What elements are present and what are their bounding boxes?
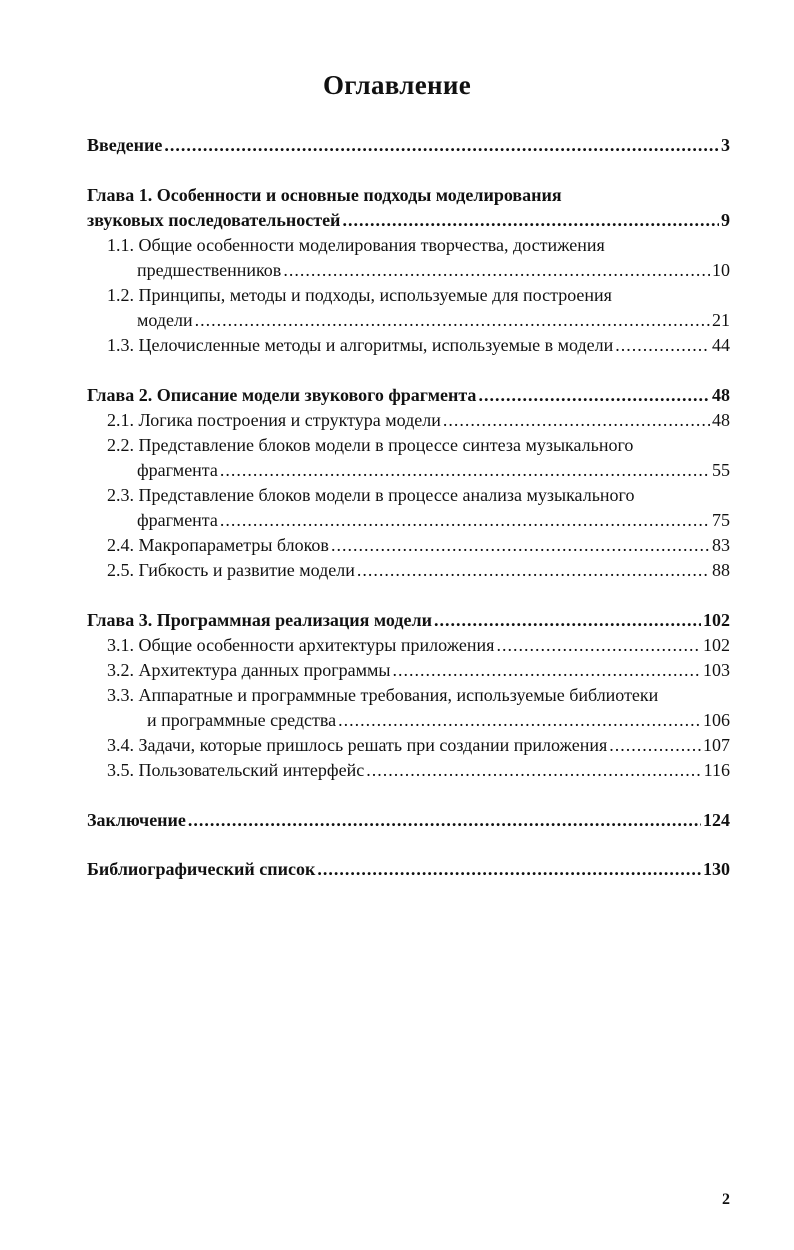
toc-entry-text: Глава 2. Описание модели звукового фрагмента <box>87 385 477 405</box>
toc-page-number: 10 <box>712 260 730 280</box>
toc-page-number: 130 <box>703 859 730 879</box>
toc-section-3-1 <box>107 633 730 658</box>
toc-page-number: 102 <box>703 635 730 655</box>
toc-entry-text: Глава 1. Особенности и основные подходы моделирования <box>87 185 562 205</box>
toc-entry-text: 2.5. Гибкость и развитие модели <box>107 560 355 580</box>
toc-entry-text: 2.4. Макропараметры блоков <box>107 535 329 555</box>
toc-entry-text: звуковых последовательностей <box>87 210 341 230</box>
page-number: 2 <box>722 1191 730 1208</box>
toc-page-number: 44 <box>712 335 730 355</box>
toc-section-2-1 <box>107 408 730 433</box>
toc-section-2-4 <box>107 533 730 558</box>
toc-page-number: 75 <box>712 510 730 530</box>
toc-section-3-5 <box>107 758 730 783</box>
toc-entry-text: предшественников <box>137 260 282 280</box>
toc-entry-text: фрагмента <box>137 460 218 480</box>
toc-entry-text: фрагмента <box>137 510 218 530</box>
toc-page-number: 102 <box>703 610 730 630</box>
toc-entry-bibliography <box>87 857 730 882</box>
toc-entry-text: Глава 3. Программная реализация модели <box>87 610 432 630</box>
toc-page-number: 48 <box>712 410 730 430</box>
toc-entry-text: 3.5. Пользовательский интерфейс <box>107 760 365 780</box>
toc-chapter-3 <box>87 608 730 633</box>
toc-section-2-3 <box>107 483 730 533</box>
toc-section-3-2 <box>107 658 730 683</box>
toc-section-1-1 <box>107 233 730 283</box>
toc-page-number: 88 <box>712 560 730 580</box>
toc-page-number: 106 <box>703 710 730 730</box>
toc-page-number: 55 <box>712 460 730 480</box>
toc-section-1-3 <box>107 333 730 358</box>
toc-entry-conclusion <box>87 808 730 833</box>
toc-page-number: 103 <box>703 660 730 680</box>
toc-entry-text: Библиографический список <box>87 859 316 879</box>
toc-page-number: 3 <box>721 135 730 155</box>
toc-section-3-4 <box>107 733 730 758</box>
toc-page-number: 107 <box>703 735 730 755</box>
toc-section-2-2 <box>107 433 730 483</box>
toc-entry-text: 1.3. Целочисленные методы и алгоритмы, используемые в модели <box>107 335 614 355</box>
toc-entry-text: 3.4. Задачи, которые пришлось решать при создании приложения <box>107 735 608 755</box>
toc-entry-text: 2.3. Представление блоков модели в процессе анализа музыкального <box>107 485 635 505</box>
toc-entry-text: Заключение <box>87 810 186 830</box>
toc-entry-text: 1.2. Принципы, методы и подходы, используемые для построения <box>107 285 612 305</box>
toc-entry-text: и программные средства <box>147 710 337 730</box>
toc-page-number: 48 <box>712 385 730 405</box>
toc-entry-text: Введение <box>87 135 163 155</box>
toc-section-3-3 <box>107 683 730 733</box>
page-title: Оглавление <box>323 70 471 100</box>
toc-chapter-2 <box>87 383 730 408</box>
toc-entry-intro <box>87 133 730 158</box>
toc-section-2-5 <box>107 558 730 583</box>
toc-chapter-1 <box>87 183 730 233</box>
toc-section-1-2 <box>107 283 730 333</box>
toc-page-number: 21 <box>712 310 730 330</box>
toc-page-number: 9 <box>721 210 730 230</box>
toc-page-number: 83 <box>712 535 730 555</box>
toc-entry-text: 3.1. Общие особенности архитектуры приложения <box>107 635 495 655</box>
toc-entry-text: 2.2. Представление блоков модели в процессе синтеза музыкального <box>107 435 634 455</box>
toc-entry-text: модели <box>137 310 193 330</box>
toc-entry-text: 3.3. Аппаратные и программные требования, используемые библиотеки <box>107 685 659 705</box>
toc-page-number: 124 <box>703 810 730 830</box>
toc-page-number: 116 <box>703 760 730 780</box>
toc-entry-text: 3.2. Архитектура данных программы <box>107 660 391 680</box>
toc-entry-text: 2.1. Логика построения и структура модели <box>107 410 441 430</box>
toc-entry-text: 1.1. Общие особенности моделирования творчества, достижения <box>107 235 605 255</box>
